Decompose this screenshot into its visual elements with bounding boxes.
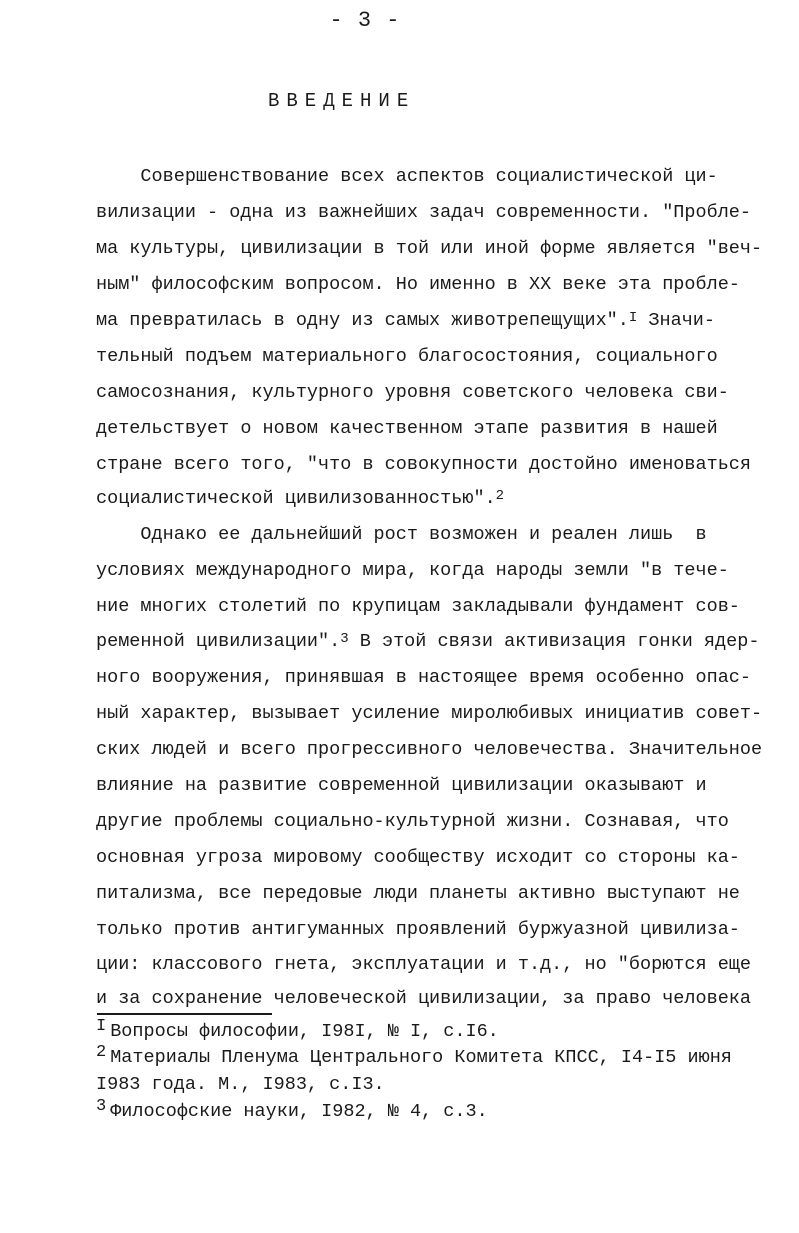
body-line: Однако ее дальнейший рост возможен и реален лишь в <box>96 524 707 545</box>
body-line: ма культуры, цивилизации в той или иной форме является "веч- <box>96 238 763 259</box>
footnote: 2 Материалы Пленума Центрального Комитета КПСС, I4-I5 июня <box>96 1043 732 1068</box>
body-line: условиях международного мира, когда народы земли "в тече- <box>96 560 729 581</box>
footnote: I Вопросы философии, I98I, № I, с.I6. <box>96 1017 499 1042</box>
body-line: стране всего того, "что в совокупности достойно именоваться <box>96 454 752 475</box>
footnote-mark: I <box>96 1017 107 1036</box>
body-line: детельствует о новом качественном этапе развития в нашей <box>96 418 718 439</box>
body-line: питализма, все передовые люди планеты активно выступают не <box>96 883 740 904</box>
body-line: ции: классового гнета, эксплуатации и т.д., но "борются еще <box>96 954 752 975</box>
body-line: только против антигуманных проявлений буржуазной цивилиза- <box>96 919 740 940</box>
body-line: ских людей и всего прогрессивного человечества. Значительное <box>96 739 763 760</box>
footnote: 3 Философские науки, I982, № 4, с.3. <box>96 1097 488 1122</box>
footnote-mark: 3 <box>96 1097 107 1116</box>
section-heading: ВВЕДЕНИЕ <box>268 90 416 112</box>
body-line: влияние на развитие современной цивилизации оказывают и <box>96 775 707 796</box>
footnote-mark: 2 <box>96 1043 107 1062</box>
body-line: ным" философским вопросом. Но именно в XX веке эта пробле- <box>96 274 740 295</box>
body-line: другие проблемы социально-культурной жизни. Сознавая, что <box>96 811 729 832</box>
body-line: самосознания, культурного уровня советского человека сви- <box>96 382 729 403</box>
body-line: и за сохранение человеческой цивилизации, за право человека <box>96 988 752 1009</box>
body-line: ние многих столетий по крупицам закладывали фундамент сов- <box>96 596 740 617</box>
body-line: ный характер, вызывает усиление миролюбивых инициатив совет- <box>96 703 763 724</box>
body-line: социалистической цивилизованностью".$^2$ <box>96 488 505 509</box>
body-line: ного вооружения, принявшая в настоящее время особенно опас- <box>96 667 752 688</box>
body-line: ма превратилась в одну из самых животрепещущих".$^I$ Значи- <box>96 310 716 331</box>
body-line: ременной цивилизации".$^3$ В этой связи активизация гонки ядер- <box>96 631 760 652</box>
footnote-ref: 2 <box>495 488 505 504</box>
body-line: вилизации - одна из важнейших задач современности. "Пробле- <box>96 202 752 223</box>
footnote-ref: 3 <box>340 631 349 647</box>
body-line: Совершенствование всех аспектов социалистической ци- <box>96 166 718 187</box>
footnote-ref: I <box>628 310 638 326</box>
footnote: I983 года. М., I983, с.I3. <box>96 1074 385 1095</box>
body-line: тельный подъем материального благосостояния, социального <box>96 346 718 367</box>
body-line: основная угроза мировому сообществу исходит со стороны ка- <box>96 847 740 868</box>
page-number: - 3 - <box>329 8 401 33</box>
footnote-divider <box>97 1013 272 1015</box>
